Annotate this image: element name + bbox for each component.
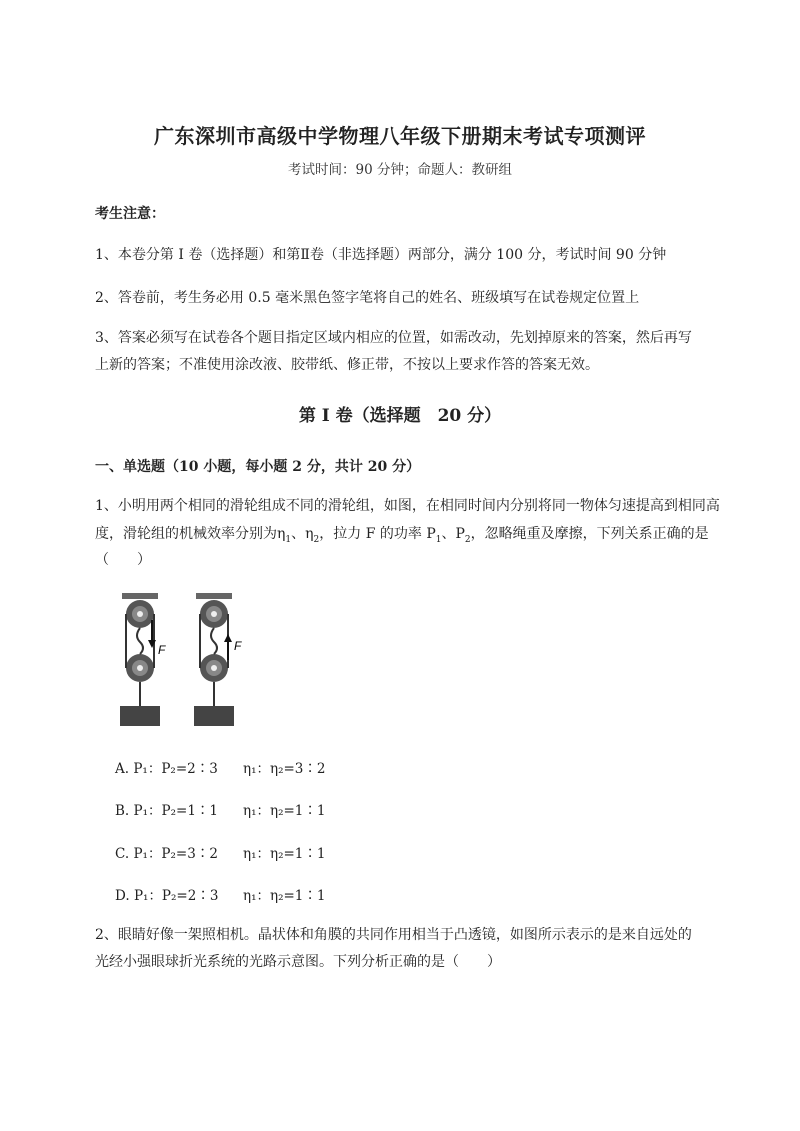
question-1-line-2: 度，滑轮组的机械效率分别为$\eta_1$、$\eta_2$，拉力 F 的功率 $P_1$、$P_2$，忽略绳重及摩擦，下列关系正确的是 [95, 526, 709, 545]
question-2-text: 2、眼睛好像一架照相机。晶状体和角膜的共同作用相当于凸透镜，如图所示表示的是来自远处的光经小强眼球折光系统的光路示意图。下列分析正确的是（ ） [95, 927, 692, 970]
notice-item-3: 3、答案必须写在试卷各个题目指定区域内相应的位置，如需改动，先划掉原来的答案，然后再写上新的答案；不准使用涂改液、胶带纸、修正带，不按以上要求作答的答案无效。 [95, 330, 692, 373]
right-ceiling-mount [196, 593, 232, 599]
option-a[interactable]: A. P₁：P₂=2∶3 η₁：η₂=3∶2 [115, 761, 326, 777]
right-pulley-system [194, 600, 234, 726]
page-title: 广东深圳市高级中学物理八年级下册期末考试专项测评 [154, 124, 646, 148]
left-pulley-system [120, 600, 160, 726]
force-label-right: F [234, 639, 242, 653]
pulley-system-figure [110, 590, 260, 730]
notice-heading: 考生注意： [95, 206, 165, 222]
notice-item-2: 2、答卷前，考生务必用 0.5 毫米黑色签字笔将自己的姓名、班级填写在试卷规定位置上 [95, 290, 640, 306]
force-label-left: F [158, 643, 166, 657]
left-ceiling-mount [122, 593, 158, 599]
option-c[interactable]: C. P₁：P₂=3∶2 η₁：η₂=1∶1 [115, 846, 326, 862]
section-title: 第 I 卷（选择题 20 分） [298, 406, 502, 426]
notice-item-1: 1、本卷分第 I 卷（选择题）和第Ⅱ卷（非选择题）两部分，满分 100 分，考试时间 90 分钟 [95, 247, 667, 263]
question-1-blank: （ ） [95, 552, 151, 568]
option-b[interactable]: B. P₁：P₂=1∶1 η₁：η₂=1∶1 [115, 803, 326, 819]
exam-info: 考试时间：90 分钟；命题人：教研组 [288, 162, 512, 178]
option-d[interactable]: D. P₁：P₂=2∶3 η₁：η₂=1∶1 [115, 888, 326, 904]
question-1-line-1: 1、小明用两个相同的滑轮组成不同的滑轮组，如图，在相同时间内分别将同一物体匀速提高到相同高 [95, 498, 720, 514]
part-heading: 一、单选题（10 小题，每小题 2 分，共计 20 分） [95, 459, 421, 475]
